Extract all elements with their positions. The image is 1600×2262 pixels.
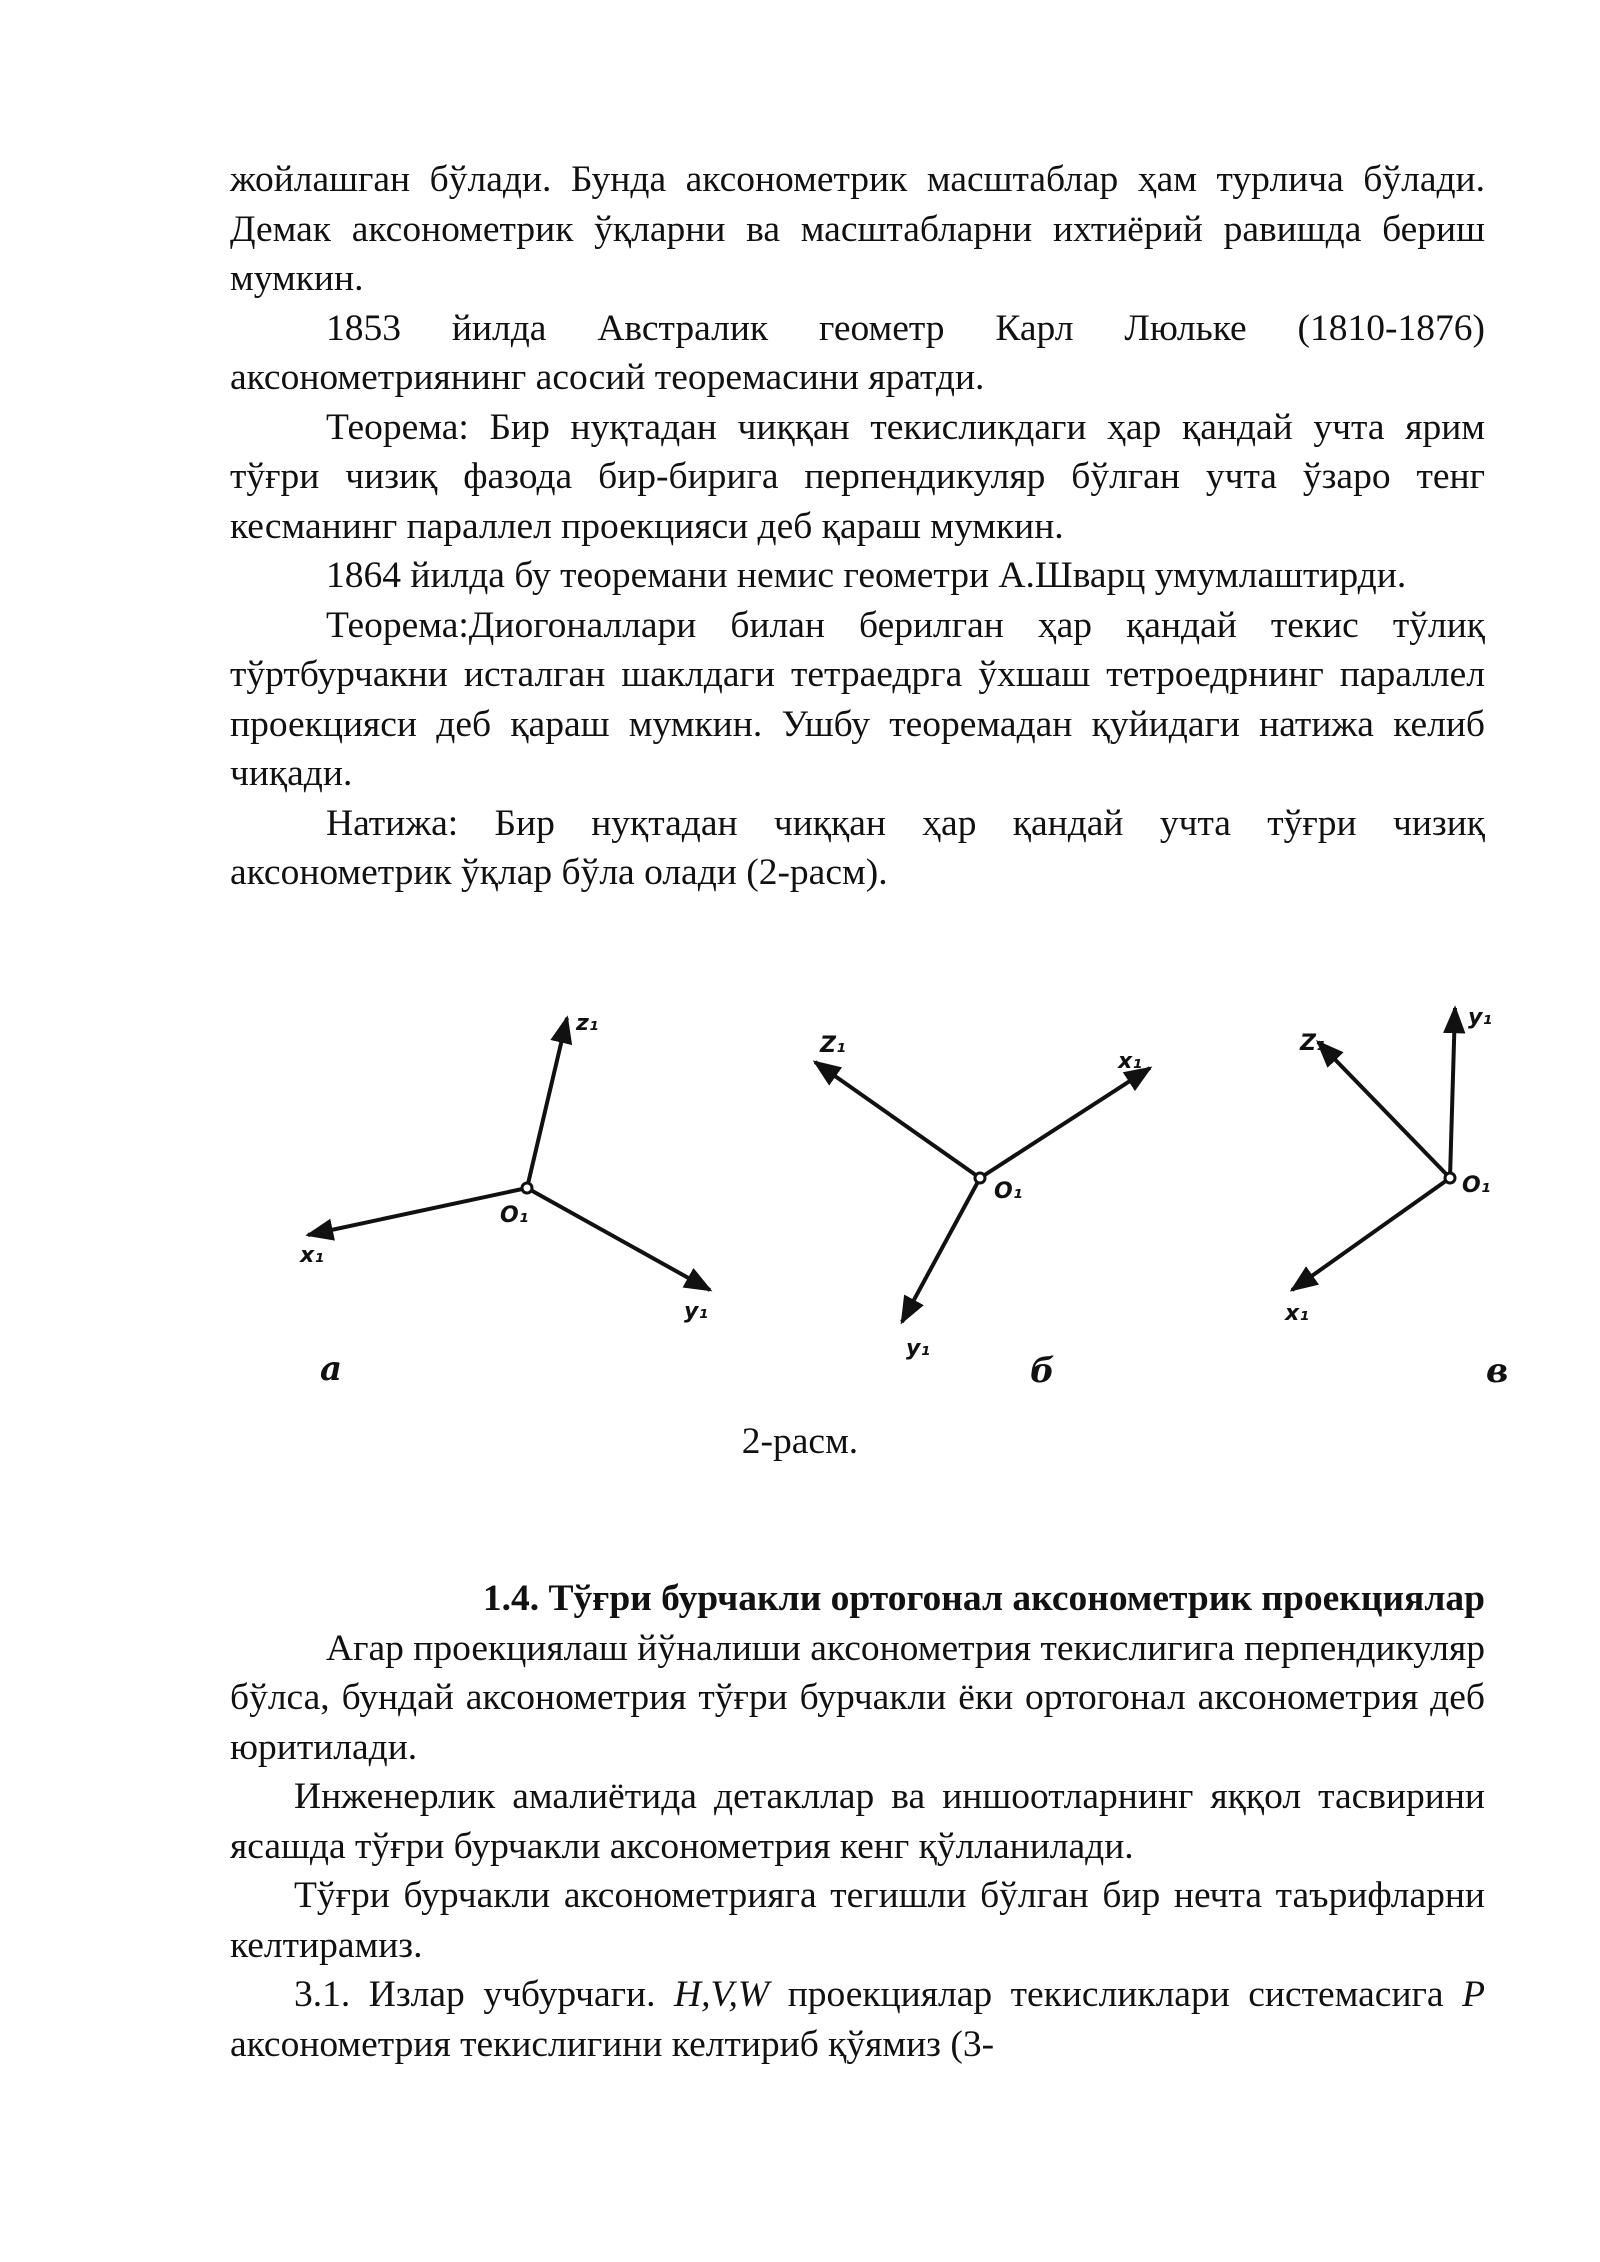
z-axis-line bbox=[527, 1018, 567, 1188]
origin-label: O₁ bbox=[994, 1179, 1023, 1204]
axis-label-x: x₁ bbox=[300, 1243, 324, 1268]
plane-p-symbol: P bbox=[1462, 1974, 1485, 2015]
origin-label: O₁ bbox=[1462, 1173, 1491, 1198]
paragraph: Инженерлик амалиётида детакллар ва иншоотларнинг яққол тасвирини ясашда тўғри бурчакли аксонометрия кенг қўлланилади. bbox=[230, 1776, 1485, 1867]
axis-label-y: y₁ bbox=[906, 1336, 930, 1361]
x-axis-line bbox=[308, 1188, 527, 1235]
diagram-label-b: б bbox=[1030, 1351, 1055, 1391]
axis-label-z: Z₁ bbox=[1300, 1031, 1326, 1056]
paragraph: Теорема:Диогоналлари билан берилган ҳар қандай текис тўлиқ тўртбурчакни исталган шаклдаги тетраедрга ўхшаш тетроедрнинг параллел проекцияси деб қараш мумкин. Ушбу теоремадан қуйидаги натижа келиб чиқади. bbox=[230, 604, 1485, 794]
axis-label-x: x₁ bbox=[1285, 1301, 1309, 1326]
diagram-label-a: а bbox=[320, 1349, 343, 1389]
axonometric-axes-figure bbox=[280, 1000, 1540, 1420]
definition-number: 3.1. Излар учбурчаги. bbox=[294, 1974, 656, 2015]
diagram-a bbox=[308, 1018, 710, 1290]
origin-point bbox=[975, 1173, 985, 1183]
definition-text-end: аксонометрия текислигини келтириб қўямиз (3- bbox=[230, 2023, 995, 2065]
x-axis-line bbox=[980, 1068, 1150, 1178]
text-block-section bbox=[230, 1574, 1485, 2069]
axis-label-x: x₁ bbox=[1118, 1049, 1142, 1074]
axis-label-z: z₁ bbox=[576, 1011, 599, 1036]
origin-point bbox=[522, 1183, 532, 1193]
text-block-top bbox=[230, 155, 1485, 898]
figure-caption: 2-расм. bbox=[741, 1421, 859, 1462]
z-axis-line bbox=[1318, 1042, 1450, 1178]
axis-label-y: y₁ bbox=[684, 1299, 708, 1324]
paragraph: жойлашган бўлади. Бунда аксонометрик масштаблар ҳам турлича бўлади. Демак аксонометрик ўқларни ва масштабларни ихтиёрий равишда бериш мумкин. bbox=[230, 159, 1485, 299]
paragraph: Тўғри бурчакли аксонометрияга тегишли бўлган бир нечта таърифларни келтирамиз. bbox=[230, 1875, 1485, 1966]
paragraph-definition bbox=[230, 1970, 1485, 2069]
paragraph: Агар проекциялаш йўналиши аксонометрия текислигига перпендикуляр бўлса, бундай аксонометрия тўғри бурчакли ёки ортогонал аксонометрия деб юритилади. bbox=[230, 1627, 1485, 1768]
paragraph: 1853 йилда Австралик геометр Карл Люльке (1810-1876) аксонометриянинг асосий теоремасини яратди. bbox=[230, 307, 1485, 398]
definition-text: проекциялар текисликлари системасига bbox=[787, 1974, 1444, 2015]
paragraph: 1864 йилда бу теоремани немис геометри А.Шварц умумлаштирди. bbox=[326, 555, 1407, 596]
origin-label: O₁ bbox=[500, 1203, 529, 1228]
y-axis-line bbox=[902, 1178, 980, 1322]
y-axis-line bbox=[1450, 1008, 1455, 1178]
axis-label-z: Z₁ bbox=[820, 1033, 846, 1058]
origin-point bbox=[1445, 1173, 1455, 1183]
diagram-label-v: в bbox=[1486, 1351, 1509, 1391]
section-heading: 1.4. Тўғри бурчакли ортогонал аксонометрик проекциялар bbox=[482, 1578, 1485, 1619]
x-axis-line bbox=[1292, 1178, 1450, 1290]
y-axis-line bbox=[527, 1188, 710, 1290]
diagram-b bbox=[815, 1062, 1150, 1322]
z-axis-line bbox=[815, 1062, 980, 1178]
paragraph: Теорема: Бир нуқтадан чиққан текисликдаги ҳар қандай учта ярим тўғри чизиқ фазода бир-бирига перпендикуляр бўлган учта ўзаро тенг кесманинг параллел проекцияси деб қараш мумкин. bbox=[230, 406, 1485, 547]
axis-label-y: y₁ bbox=[1468, 1005, 1492, 1030]
planes-symbol: H,V,W bbox=[674, 1974, 770, 2015]
paragraph: Натижа: Бир нуқтадан чиққан ҳар қандай учта тўғри чизиқ аксонометрик ўқлар бўла олади (2-расм). bbox=[230, 802, 1485, 893]
axes-diagrams bbox=[280, 1000, 1540, 1420]
